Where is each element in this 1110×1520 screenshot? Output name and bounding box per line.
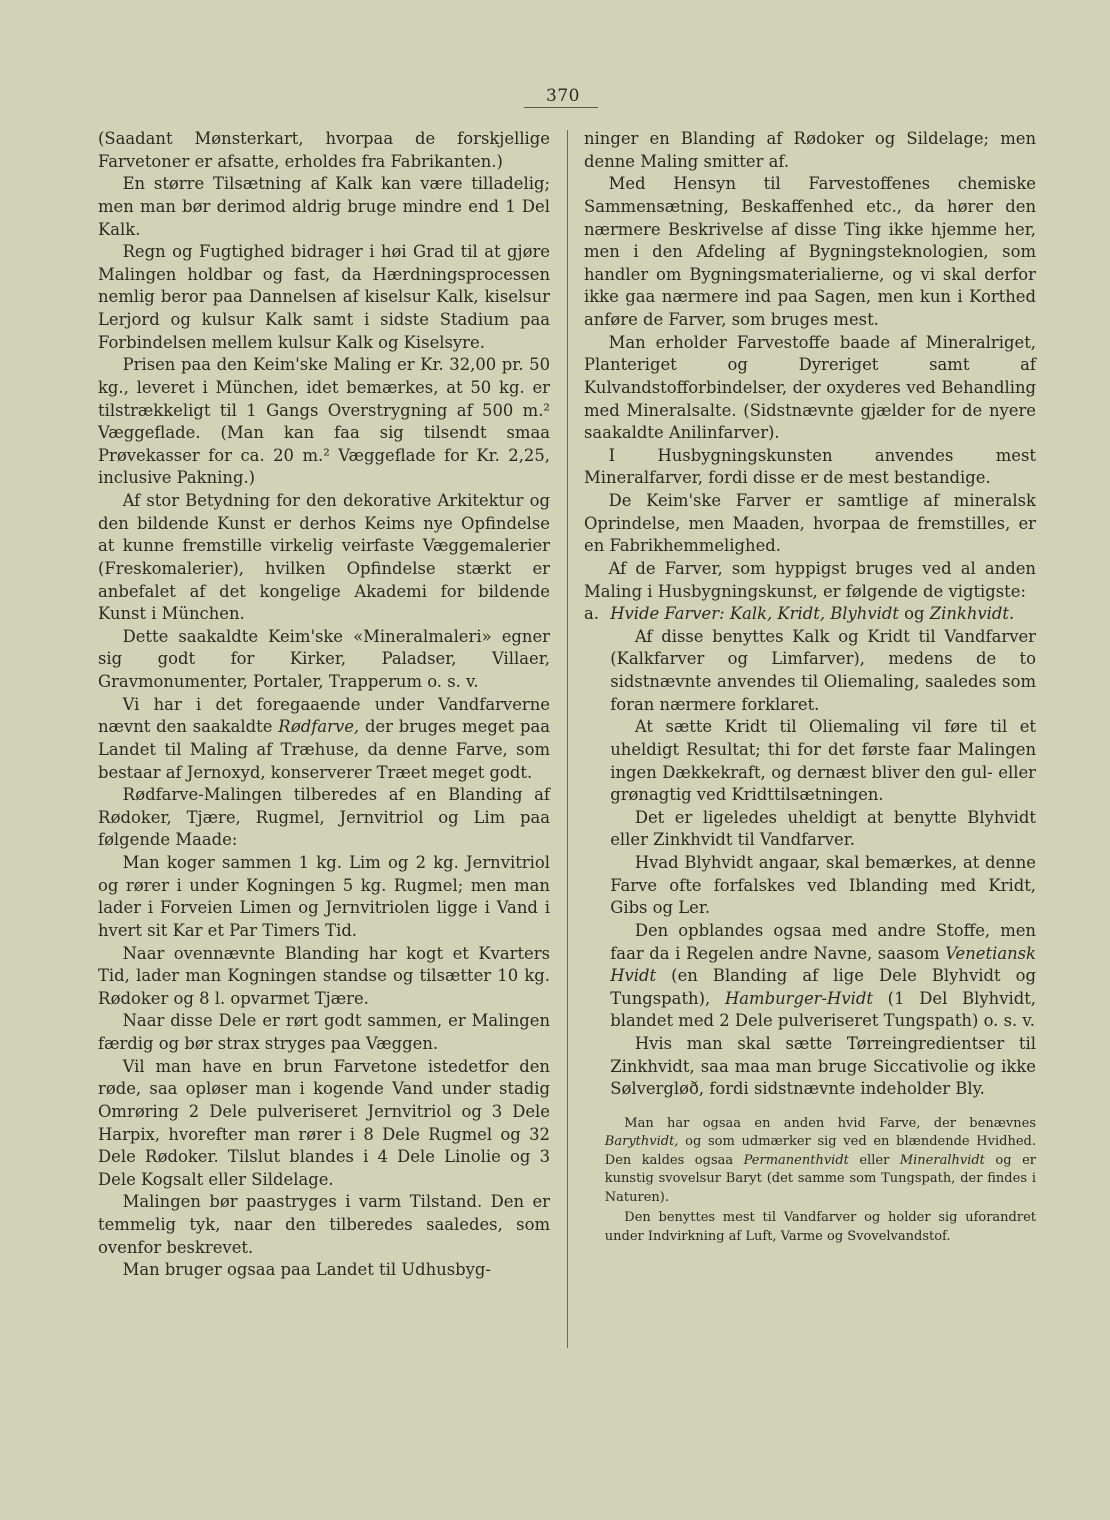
paragraph: Man erholder Farvestoffe baade af Mineralriget, Planteriget og Dyreriget samt af Kulvandstofforbindelser, der oxyderes ved Behandling med Mineralsalte. (Sidstnævnte gjælder for de nyere saakaldte Anilinfarver).: [584, 332, 1036, 443]
list-item-heading: [584, 603, 1036, 626]
paragraph: Regn og Fugtighed bidrager i høi Grad til at gjøre Malingen holdbar og fast, da Hærdningsprocessen nemlig beror paa Dannelsen af kiselsur Kalk, kiselsur Lerjord og kulsur Kalk samt i sidste Stadium paa Forbindelsen mellem kulsur Kalk og Kiselsyre.: [98, 242, 550, 352]
paragraph: Hvis man skal sætte Tørreingredientser til Zinkhvidt, saa maa man bruge Siccativolie og ikke Sølvergløð, fordi sidstnævnte indeholder Bly.: [610, 1034, 1036, 1099]
paragraph: [584, 920, 1036, 1033]
paragraph: (Saadant Mønsterkart, hvorpaa de forskjellige Farvetoner er afsatte, erholdes fra Fabrikanten.): [98, 129, 550, 171]
paragraph: De Keim'ske Farver er samtlige af mineralsk Oprindelse, men Maaden, hvorpaa de fremstilles, er en Fabrikhemmelighed.: [584, 491, 1036, 556]
text-run: (1 Del Blyhvidt, blandet med 2 Dele pulveriseret Tungspath) o. s. v.: [610, 988, 1037, 1031]
footnote: [584, 1115, 1036, 1208]
paragraph: Man koger sammen 1 kg. Lim og 2 kg. Jernvitriol og rører i under Kogningen 5 kg. Rugmel; men man lader i Forveien Limen og Jernvitriolen ligge i Vand i hvert sit Kar et Par Timers Tid.: [98, 853, 550, 940]
text-run: og: [898, 604, 930, 624]
list-marker: a.: [584, 604, 599, 624]
paragraph: Det er ligeledes uheldigt at benytte Blyhvidt eller Zinkhvidt til Vandfarver.: [610, 807, 1036, 850]
text-run: og som udmærker sig ved en blændende Hvidhed. Den kaldes ogsaa: [604, 1134, 1036, 1168]
text-run: Man har ogsaa en anden hvid Farve, der benævnes: [624, 1115, 1036, 1131]
paragraph: Naar ovennævnte Blanding har kogt et Kvarters Tid, lader man Kogningen standse og tilsætter 10 kg. Rødoker og 8 l. opvarmet Tjære.: [98, 943, 550, 1008]
paragraph: Naar disse Dele er rørt godt sammen, er Malingen færdig og bør strax stryges paa Væggen.: [98, 1011, 550, 1053]
text-run: (en Blanding af lige Dele Blyhvidt og Tungspath),: [610, 966, 1036, 1008]
paragraph: Vil man have en brun Farvetone istedetfor den røde, saa opløser man i kogende Vand under stadig Omrøring 2 Dele pulveriseret Jernvitriol og 3 Dele Harpix, hvorefter man rører i 8 Dele Rugmel og 32 Dele Rødoker. Tilslut blandes i 4 Dele Linolie og 3 Dele Kogsalt eller Sildelage.: [98, 1056, 550, 1189]
emphasis: Barythvidt,: [604, 1134, 679, 1150]
paragraph: [98, 694, 550, 785]
text-run: Den opblandes ogsaa med andre Stoffe, men faar da i Regelen andre Navne, saasom: [610, 920, 1036, 963]
paragraph: ninger en Blanding af Rødoker og Sildelage; men denne Maling smitter af.: [584, 129, 1036, 171]
emphasis: Venetiansk Hvidt: [610, 943, 1036, 986]
text-run: og er kunstig svovelsur Baryt (det samme som Tungspath, der findes i Naturen).: [604, 1152, 1036, 1205]
paragraph: Dette saakaldte Keim'ske «Mineralmaleri» egner sig godt for Kirker, Paladser, Villaer, Gravmonumenter, Portaler, Trapperum o. s. v.: [98, 626, 550, 691]
text-run: der bruges meget paa Landet til Maling af Træhuse, da denne Farve, som bestaar af Jernoxyd, konserverer Træet meget godt.: [98, 717, 550, 782]
text-run: eller: [848, 1152, 900, 1168]
paragraph: Prisen paa den Keim'ske Maling er Kr. 32,00 pr. 50 kg., leveret i München, idet bemærkes, at 50 kg. er tilstrækkeligt til 1 Gangs Overstrygning af 500 m.² Væggeflade. (Man kan faa sig tilsendt smaa Prøvekasser for ca. 20 m.² Væggeflade for Kr. 2,25, inclusive Pakning.): [98, 355, 550, 488]
paragraph: Med Hensyn til Farvestoffenes chemiske Sammensætning, Beskaffenhed etc., da hører den nærmere Beskrivelse af disse Ting ikke hjemme her, men i den Afdeling af Bygningsteknologien, som handler om Bygningsmaterialierne, og vi skal derfor ikke gaa nærmere ind paa Sagen, men kun i Korthed anføre de Farver, som bruges mest.: [584, 174, 1036, 329]
emphasis: Permanenthvidt: [743, 1152, 849, 1168]
footnote: Den benyttes mest til Vandfarver og holder sig uforandret under Indvirkning af Luft, Varme og Svovelvandstof.: [604, 1210, 1036, 1244]
paragraph: Af disse benyttes Kalk og Kridt til Vandfarver (Kalkfarver og Limfarver), medens de to sidstnævnte anvendes til Oliemaling, saaledes som foran nærmere forklaret.: [610, 626, 1036, 714]
paragraph: Af de Farver, som hyppigst bruges ved al anden Maling i Husbygningskunst, er følgende de vigtigste:: [584, 558, 1036, 601]
column-divider: [567, 130, 568, 1348]
emphasis: Mineralhvidt: [899, 1152, 985, 1168]
paragraph: Man bruger ogsaa paa Landet til Udhusbyg-: [122, 1260, 491, 1280]
paragraph: En større Tilsætning af Kalk kan være tilladelig; men man bør derimod aldrig bruge mindre end 1 Del Kalk.: [98, 174, 550, 239]
emphasis: Rødfarve,: [278, 717, 360, 737]
page-number: 370: [546, 86, 580, 106]
emphasis: Zinkhvidt.: [929, 604, 1015, 624]
paragraph: Af stor Betydning for den dekorative Arkitektur og den bildende Kunst er derhos Keims nye Opfindelse at kunne fremstille virkelig veirfaste Væggemalerier (Freskomalerier), hvilken Opfindelse stærkt er anbefalet af det kongelige Akademi for bildende Kunst i München.: [98, 491, 550, 624]
paragraph: Rødfarve-Malingen tilberedes af en Blanding af Rødoker, Tjære, Rugmel, Jernvitriol og Lim paa følgende Maade:: [98, 785, 550, 850]
page-number-rule: [524, 107, 598, 108]
paragraph: Hvad Blyhvidt angaar, skal bemærkes, at denne Farve ofte forfalskes ved Iblanding med Kridt, Gibs og Ler.: [610, 853, 1036, 918]
emphasis: Hvide Farver: Kalk, Kridt, Blyhvidt: [610, 604, 899, 624]
emphasis: Hamburger-Hvidt: [724, 988, 873, 1008]
paragraph: I Husbygningskunsten anvendes mest Mineralfarver, fordi disse er de mest bestandige.: [584, 445, 1036, 488]
paragraph: Malingen bør paastryges i varm Tilstand. Den er temmelig tyk, naar den tilberedes saaledes, som ovenfor beskrevet.: [98, 1192, 550, 1257]
text-run: Vi har i det foregaaende under Vandfarverne nævnt den saakaldte: [98, 694, 550, 737]
right-column: [584, 128, 1036, 1246]
left-column: [98, 128, 550, 1282]
paragraph: At sætte Kridt til Oliemaling vil føre til et uheldigt Resultat; thi for det første faar Malingen ingen Dækkekraft, og dernæst bliver den gul- eller grønagtig ved Kridttilsætningen.: [610, 717, 1036, 805]
